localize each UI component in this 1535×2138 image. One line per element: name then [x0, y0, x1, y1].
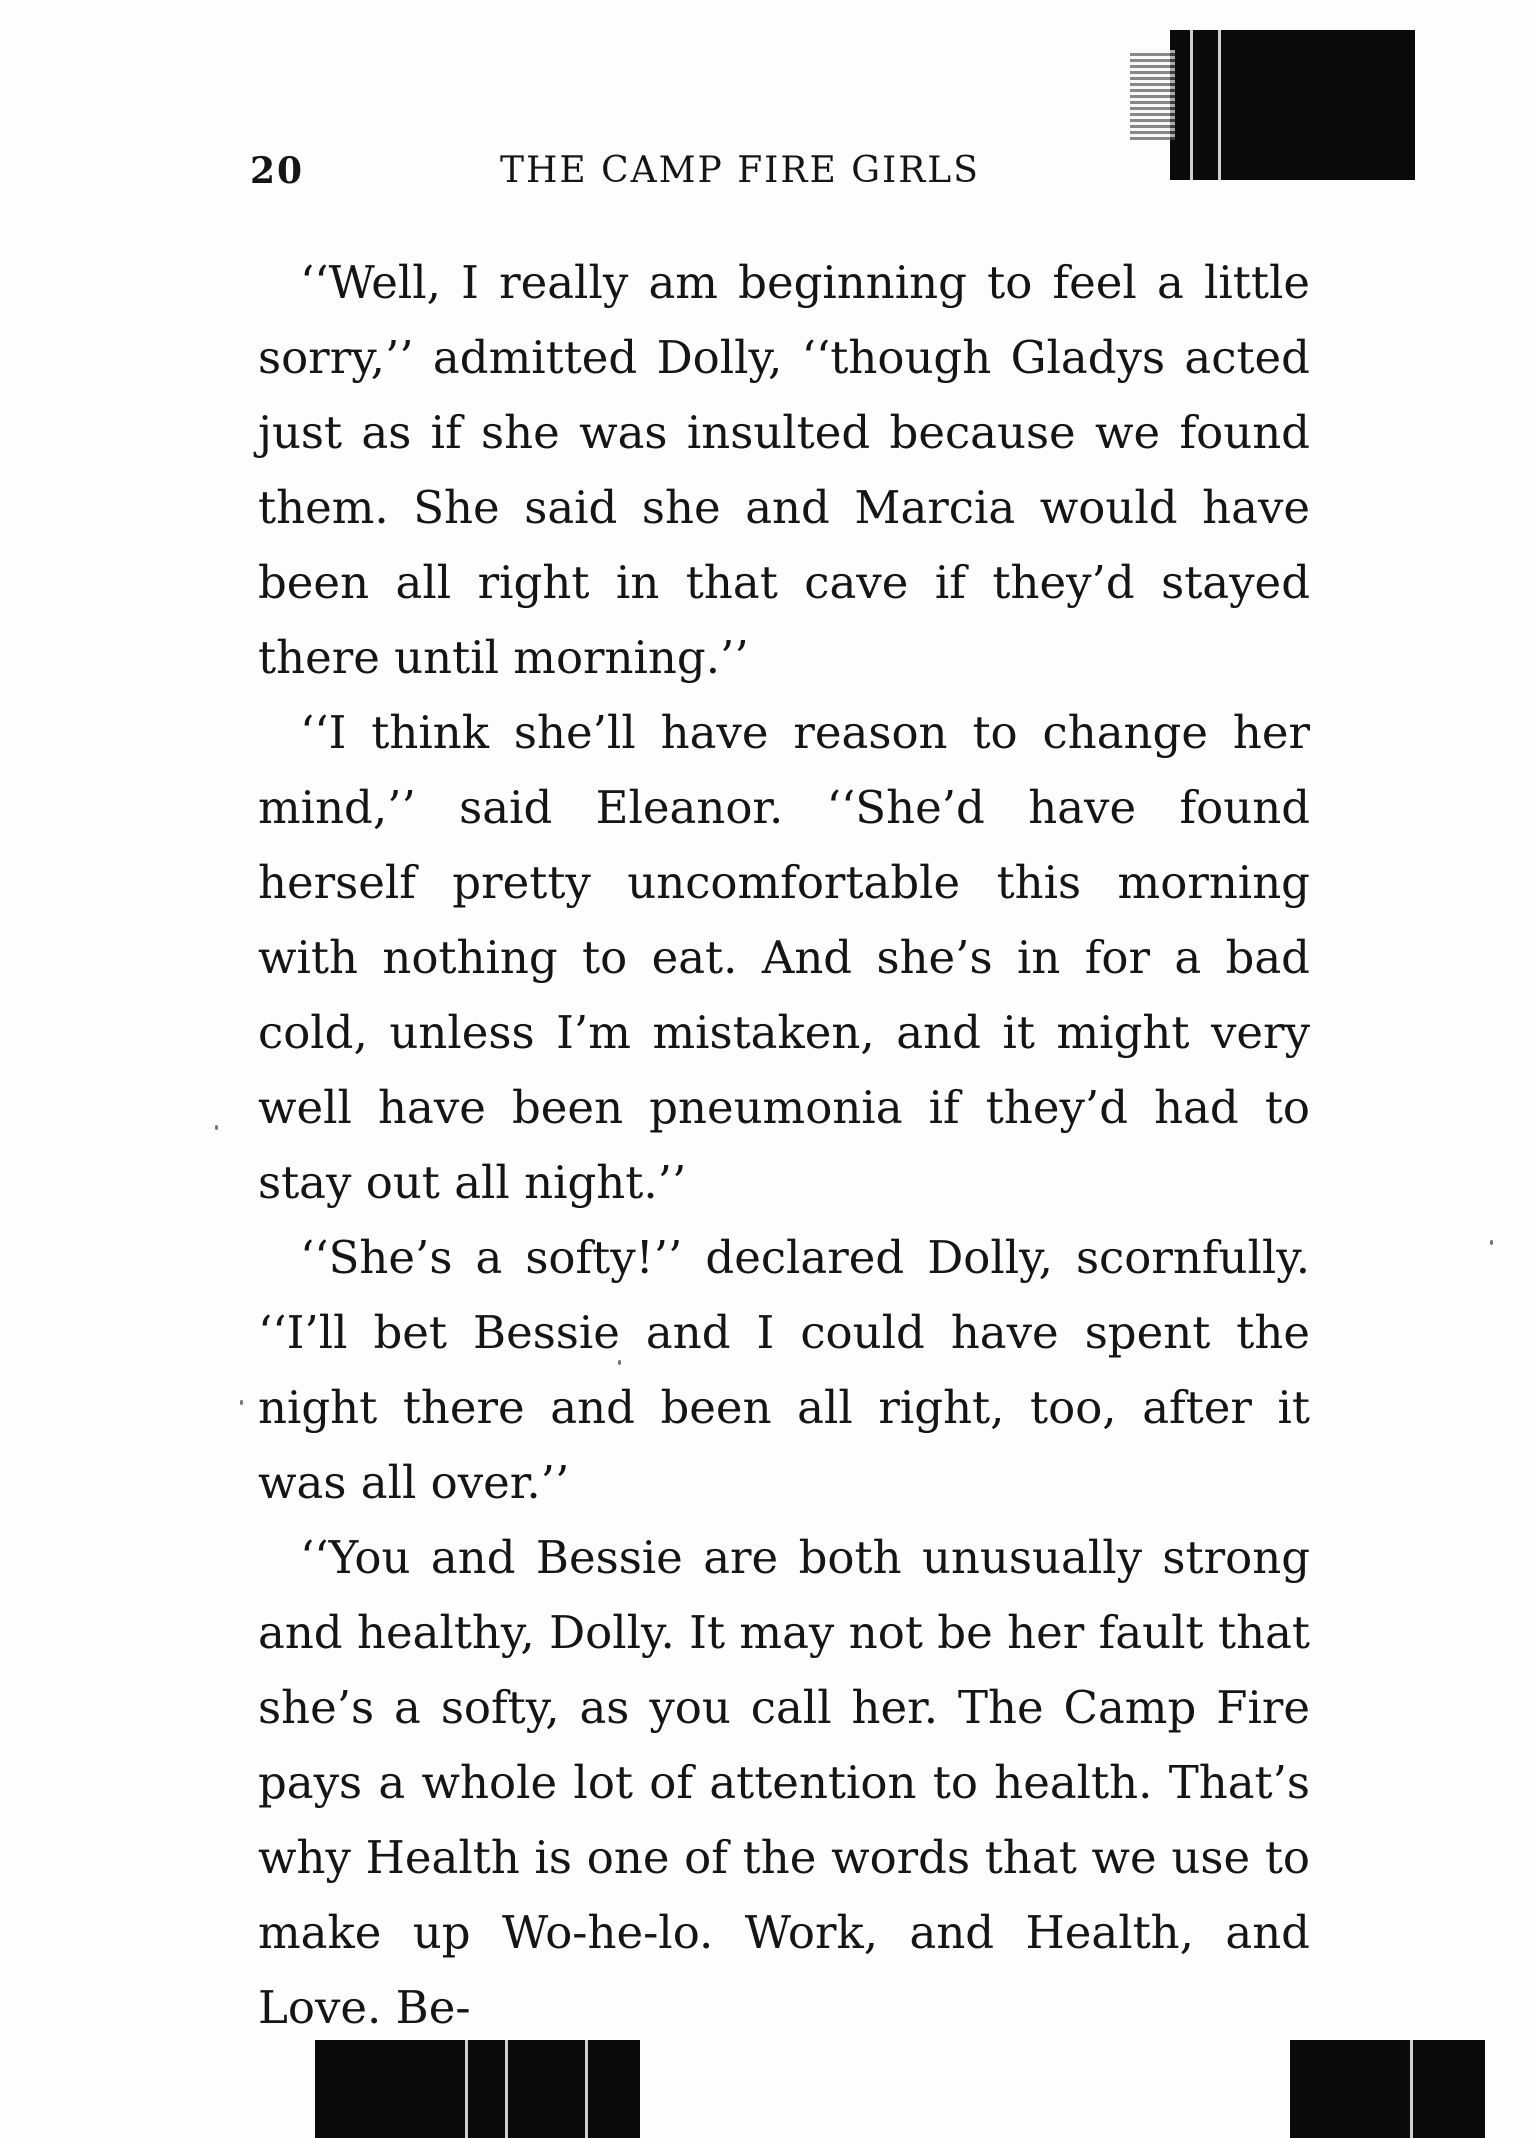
- paragraph-3: ‘‘She’s a softy!’’ declared Dolly, scornfully. ‘‘I’ll bet Bessie and I could have spent the night there and been all right, too, after it was all over.’’: [258, 1231, 1310, 1509]
- scan-artifact-stripe: [1410, 2040, 1413, 2138]
- paragraph-1: ‘‘Well, I really am beginning to feel a little sorry,’’ admitted Dolly, ‘‘though Gladys acted just as if she was insulted because we found them. She said she and Marcia would have been all right in that cave if they’d stayed there until morning.’’: [258, 256, 1310, 684]
- page-header: [250, 150, 1310, 210]
- scan-artifact-stripe: [585, 2040, 588, 2138]
- scan-artifact-bottom-left: [315, 2040, 640, 2138]
- scan-speck: [215, 1125, 218, 1130]
- running-title: THE CAMP FIRE GIRLS: [500, 150, 980, 191]
- scan-artifact-stripe: [465, 2040, 468, 2138]
- scan-artifact-stripe: [505, 2040, 508, 2138]
- scan-speck: [1490, 1240, 1493, 1245]
- scan-artifact-bottom-right: [1290, 2040, 1485, 2138]
- body-text: [258, 245, 1310, 2045]
- scan-speck: [240, 1400, 243, 1405]
- scan-speck: [618, 1360, 621, 1365]
- paragraph-4: ‘‘You and Bessie are both unusually strong and healthy, Dolly. It may not be her fault that she’s a softy, as you call her. The Camp Fire pays a whole lot of attention to health. That’s why Health is one of the words that we use to make up Wo-he-lo. Work, and Health, and Love. Be-: [258, 1531, 1310, 2034]
- page-number: 20: [250, 150, 305, 192]
- paragraph-2: ‘‘I think she’ll have reason to change her mind,’’ said Eleanor. ‘‘She’d have found herself pretty uncomfortable this morning with nothing to eat. And she’s in for a bad cold, unless I’m mistaken, and it might very well have been pneumonia if they’d had to stay out all night.’’: [258, 706, 1310, 1209]
